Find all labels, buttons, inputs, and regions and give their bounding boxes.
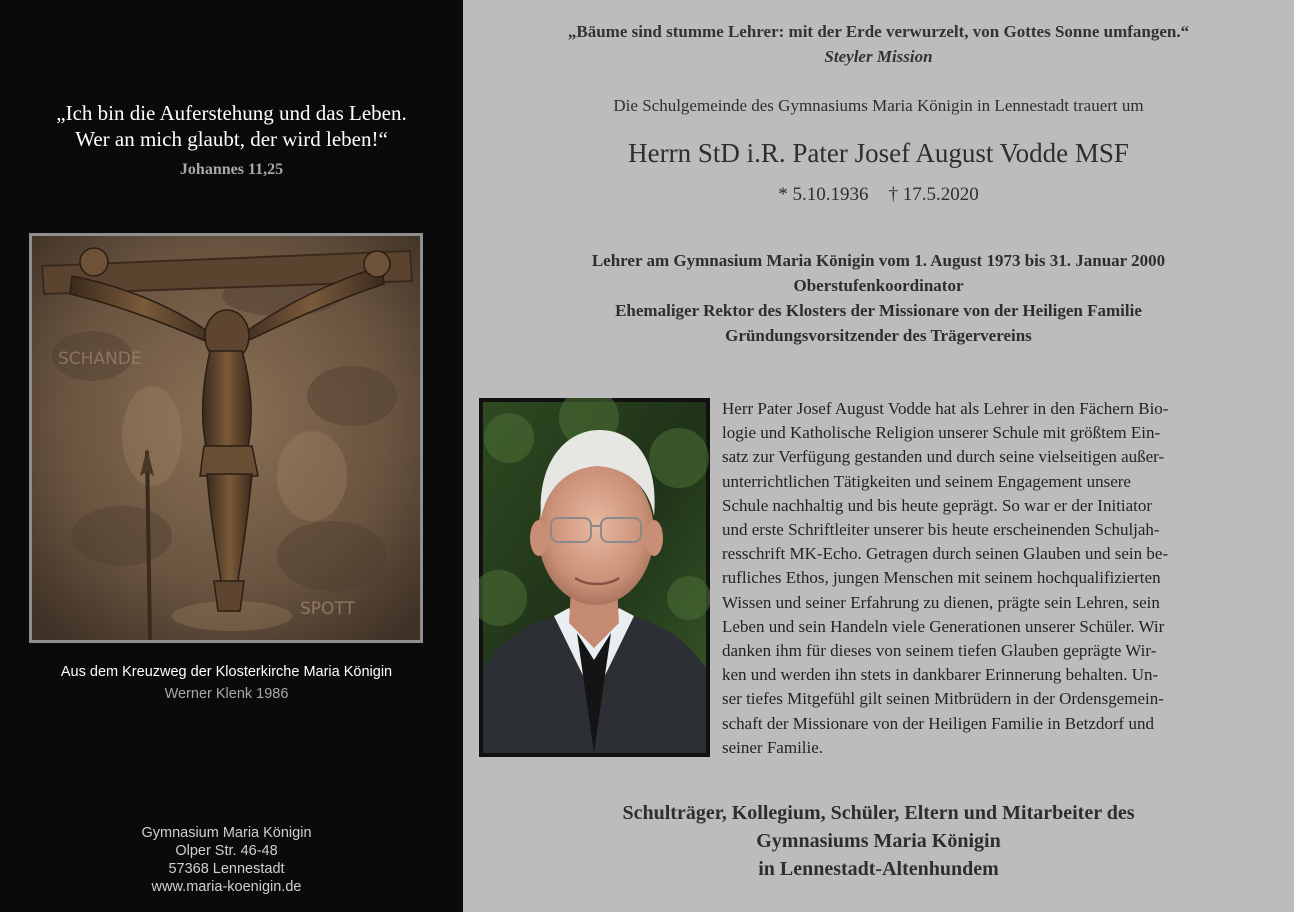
address-line-city: 57368 Lennestadt [168,861,285,877]
address-line-school: Gymnasium Maria Königin [141,825,312,841]
bible-quote [0,100,463,152]
bio-line: seiner Familie. [722,737,824,757]
bio-line: resschrift MK-Echo. Getragen durch seinen Glauben und sein be- [722,544,1169,564]
bio-line: satz zur Verfügung gestanden und durch seine vielseitigen außer- [722,447,1165,467]
deceased-name: Herrn StD i.R. Pater Josef August Vodde MSF [628,138,1129,168]
bio-line: und erste Schriftleiter unserer bis heute erscheinenden Schuljah- [722,520,1160,540]
crucifix-relief-image [29,233,423,643]
bio-line: ser tiefes Mitgefühl gilt seinen Mitbrüdern in der Ordensgemein- [722,689,1164,709]
bio-line: ken und werden ihn stets in dankbarer Erinnerung behalten. Un- [722,665,1159,685]
role-line: Lehrer am Gymnasium Maria Königin vom 1. August 1973 bis 31. Januar 2000 [591,251,1166,270]
bio-line: Herr Pater Josef August Vodde hat als Lehrer in den Fächern Bio- [722,399,1169,418]
left-panel [0,0,463,912]
image-caption: Aus dem Kreuzweg der Klosterkirche Maria Königin [60,664,393,680]
bio-line: unterrichtlichen Tätigkeiten und seinem Engagement unsere [722,471,1131,491]
bio-line: schaft der Missionare von der Heiligen Familie in Betzdorf und [722,713,1154,733]
role-line: Ehemaliger Rektor des Klosters der Missionare von der Heiligen Familie [615,301,1142,320]
signature-line: Gymnasiums Maria Königin [756,830,1001,852]
bio-line: Leben und sein Handeln viele Generationen unserer Schüler. Wir [722,616,1165,636]
motto-source: Steyler Mission [824,47,933,66]
bible-quote-line-1: „Ich bin die Auferstehung und das Leben. [56,101,407,125]
roles-list [463,248,1294,348]
right-panel [463,0,1294,912]
bio-line: Wissen und seiner Erfahrung zu dienen, prägte sein Lehren, sein [722,592,1160,612]
address-line-website[interactable]: www.maria-koenigin.de [151,879,302,895]
image-artist: Werner Klenk 1986 [164,686,289,702]
bible-quote-reference: Johannes 11,25 [179,161,284,178]
role-line: Gründungsvorsitzender des Trägervereins [725,326,1032,345]
school-address [0,824,453,896]
role-line: Oberstufenkoordinator [793,276,964,295]
biography-text [722,397,1267,760]
death-date: † 17.5.2020 [888,184,979,205]
birth-date: * 5.10.1936 [778,184,869,205]
motto-quote: „Bäume sind stumme Lehrer: mit der Erde verwurzelt, von Gottes Sonne umfangen.“ [567,22,1190,41]
signature-line: in Lennestadt-Altenhundem [758,858,999,880]
relief-inscription-left: SCHANDE [58,349,142,369]
bio-line: danken ihm für dieses von seinem tiefen Glauben geprägte Wir- [722,641,1157,661]
bible-quote-line-2: Wer an mich glaubt, der wird leben!“ [75,127,388,151]
life-dates [463,184,1294,206]
signature-block [463,799,1294,883]
mourning-intro: Die Schulgemeinde des Gymnasiums Maria Königin in Lennestadt trauert um [613,96,1144,115]
bio-line: Schule nachhaltig und bis heute geprägt. So war er der Initiator [722,495,1153,515]
relief-inscription-right: SPOTT [300,599,355,619]
bio-line: rufliches Ethos, jungen Menschen mit seinem hochqualifizierten [722,568,1161,588]
signature-line: Schulträger, Kollegium, Schüler, Eltern und Mitarbeiter des [622,802,1135,824]
bio-line: logie und Katholische Religion unserer Schule mit größtem Ein- [722,423,1161,443]
address-line-street: Olper Str. 46-48 [175,843,278,859]
portrait-photo [479,398,710,757]
